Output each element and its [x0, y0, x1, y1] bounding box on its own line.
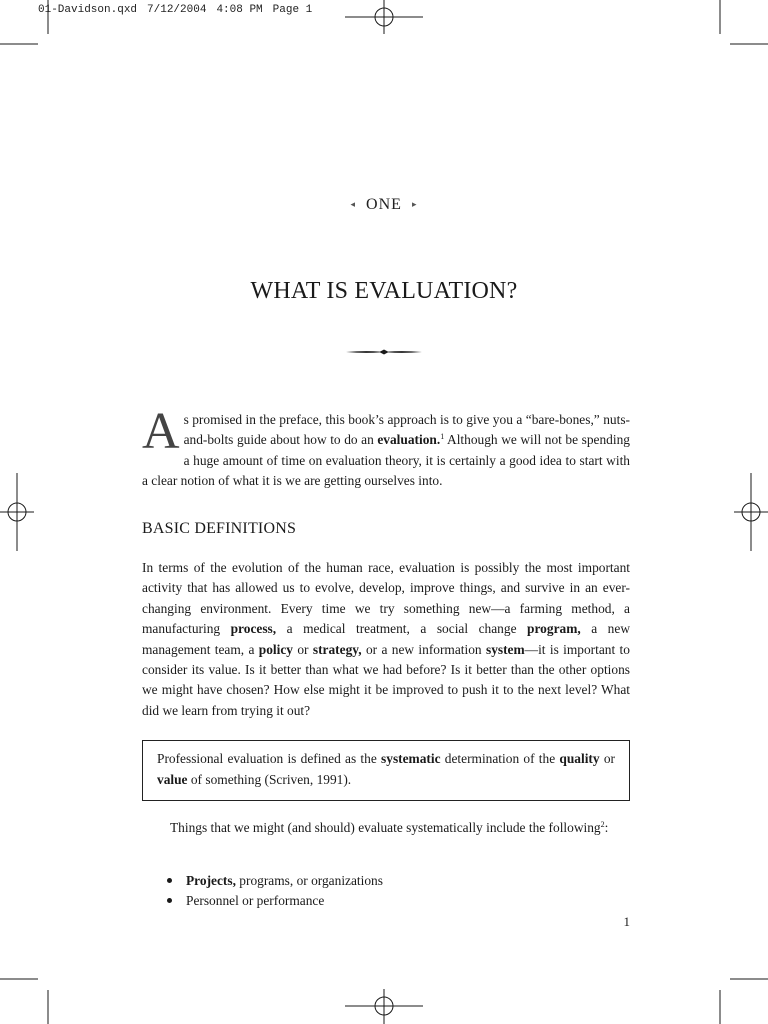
footnote-ref: 2 — [600, 820, 605, 829]
definitions-paragraph — [142, 558, 630, 721]
left-ornament-icon: ◂ — [350, 199, 357, 209]
body-text: or a new information — [361, 641, 486, 657]
body-text: or — [293, 641, 313, 657]
intro-paragraph — [142, 403, 630, 492]
body-text: a new management team, a — [142, 621, 630, 657]
term-strategy: strategy, — [312, 641, 362, 657]
body-text: a medical treatment, a social change — [276, 621, 528, 637]
body-text: : — [604, 820, 609, 835]
term-quality: quality — [559, 751, 600, 766]
term-process: process, — [230, 621, 277, 637]
slug-filename: 01-Davidson.qxd — [38, 4, 138, 16]
item-text: Personnel or performance — [186, 893, 325, 909]
box-text: of something (Scriven, 1991). — [187, 772, 352, 787]
intro-text: s promised in the preface, this book’s approach is to give you a “bare-bones,” nuts-and-bolts guide about how to do an — [183, 412, 630, 448]
box-text: Professional evaluation is defined as the — [157, 751, 382, 766]
registration-mark-right — [734, 473, 768, 551]
term-program: program, — [527, 621, 581, 637]
term-value: value — [157, 772, 188, 787]
body-text: —it is important to consider its value. Is it better than what we had before? Is it better than the other options we might have chosen? How else might it be improved to push it to the next level? What did we learn from trying it out? — [142, 641, 630, 718]
body-text: In terms of the evolution of the human race, evaluation is possibly the most important activity that has allowed us to evolve, develop, improve things, and survive in an ever-changing environment. Every time we try something new—a farming method, a manufacturing — [142, 560, 630, 637]
item-bold-text: Projects, — [186, 873, 236, 888]
chapter-title: WHAT IS EVALUATION? — [250, 278, 518, 304]
page-number: 1 — [623, 914, 630, 929]
item-text: programs, or organizations — [235, 873, 383, 888]
chapter-number: ONE — [366, 196, 402, 213]
list-item — [164, 871, 383, 891]
term-evaluation: evaluation. — [377, 432, 441, 448]
title-ornament-icon — [344, 345, 424, 359]
registration-mark-left — [0, 473, 34, 551]
term-systematic: systematic — [381, 751, 441, 766]
registration-mark-top — [345, 0, 423, 34]
list-item — [164, 891, 383, 911]
slug-page: Page 1 — [272, 4, 313, 16]
evaluation-targets-list — [164, 871, 383, 912]
footnote-ref: 1 — [440, 432, 445, 442]
bullet-icon — [167, 878, 172, 883]
drop-cap: A — [142, 403, 180, 460]
intro-text: Although we will not be spending a huge amount of time on evaluation theory, it is certainly a good idea to start with a clear notion of what it is we are getting ourselves into. — [142, 432, 630, 489]
slug-time: 4:08 PM — [216, 4, 263, 16]
bullet-icon — [167, 898, 172, 903]
definition-box — [142, 740, 630, 801]
registration-mark-bottom — [345, 989, 423, 1024]
chapter-label — [0, 196, 768, 214]
term-system: system — [485, 641, 525, 657]
slug-date: 7/12/2004 — [147, 4, 207, 16]
box-text: or — [599, 751, 615, 766]
term-policy: policy — [258, 641, 294, 657]
right-ornament-icon: ▸ — [411, 199, 418, 209]
box-text: determination of the — [440, 751, 560, 766]
things-paragraph — [142, 818, 630, 838]
body-text: Things that we might (and should) evaluate systematically include the following — [170, 820, 601, 835]
section-heading: BASIC DEFINITIONS — [142, 520, 297, 537]
